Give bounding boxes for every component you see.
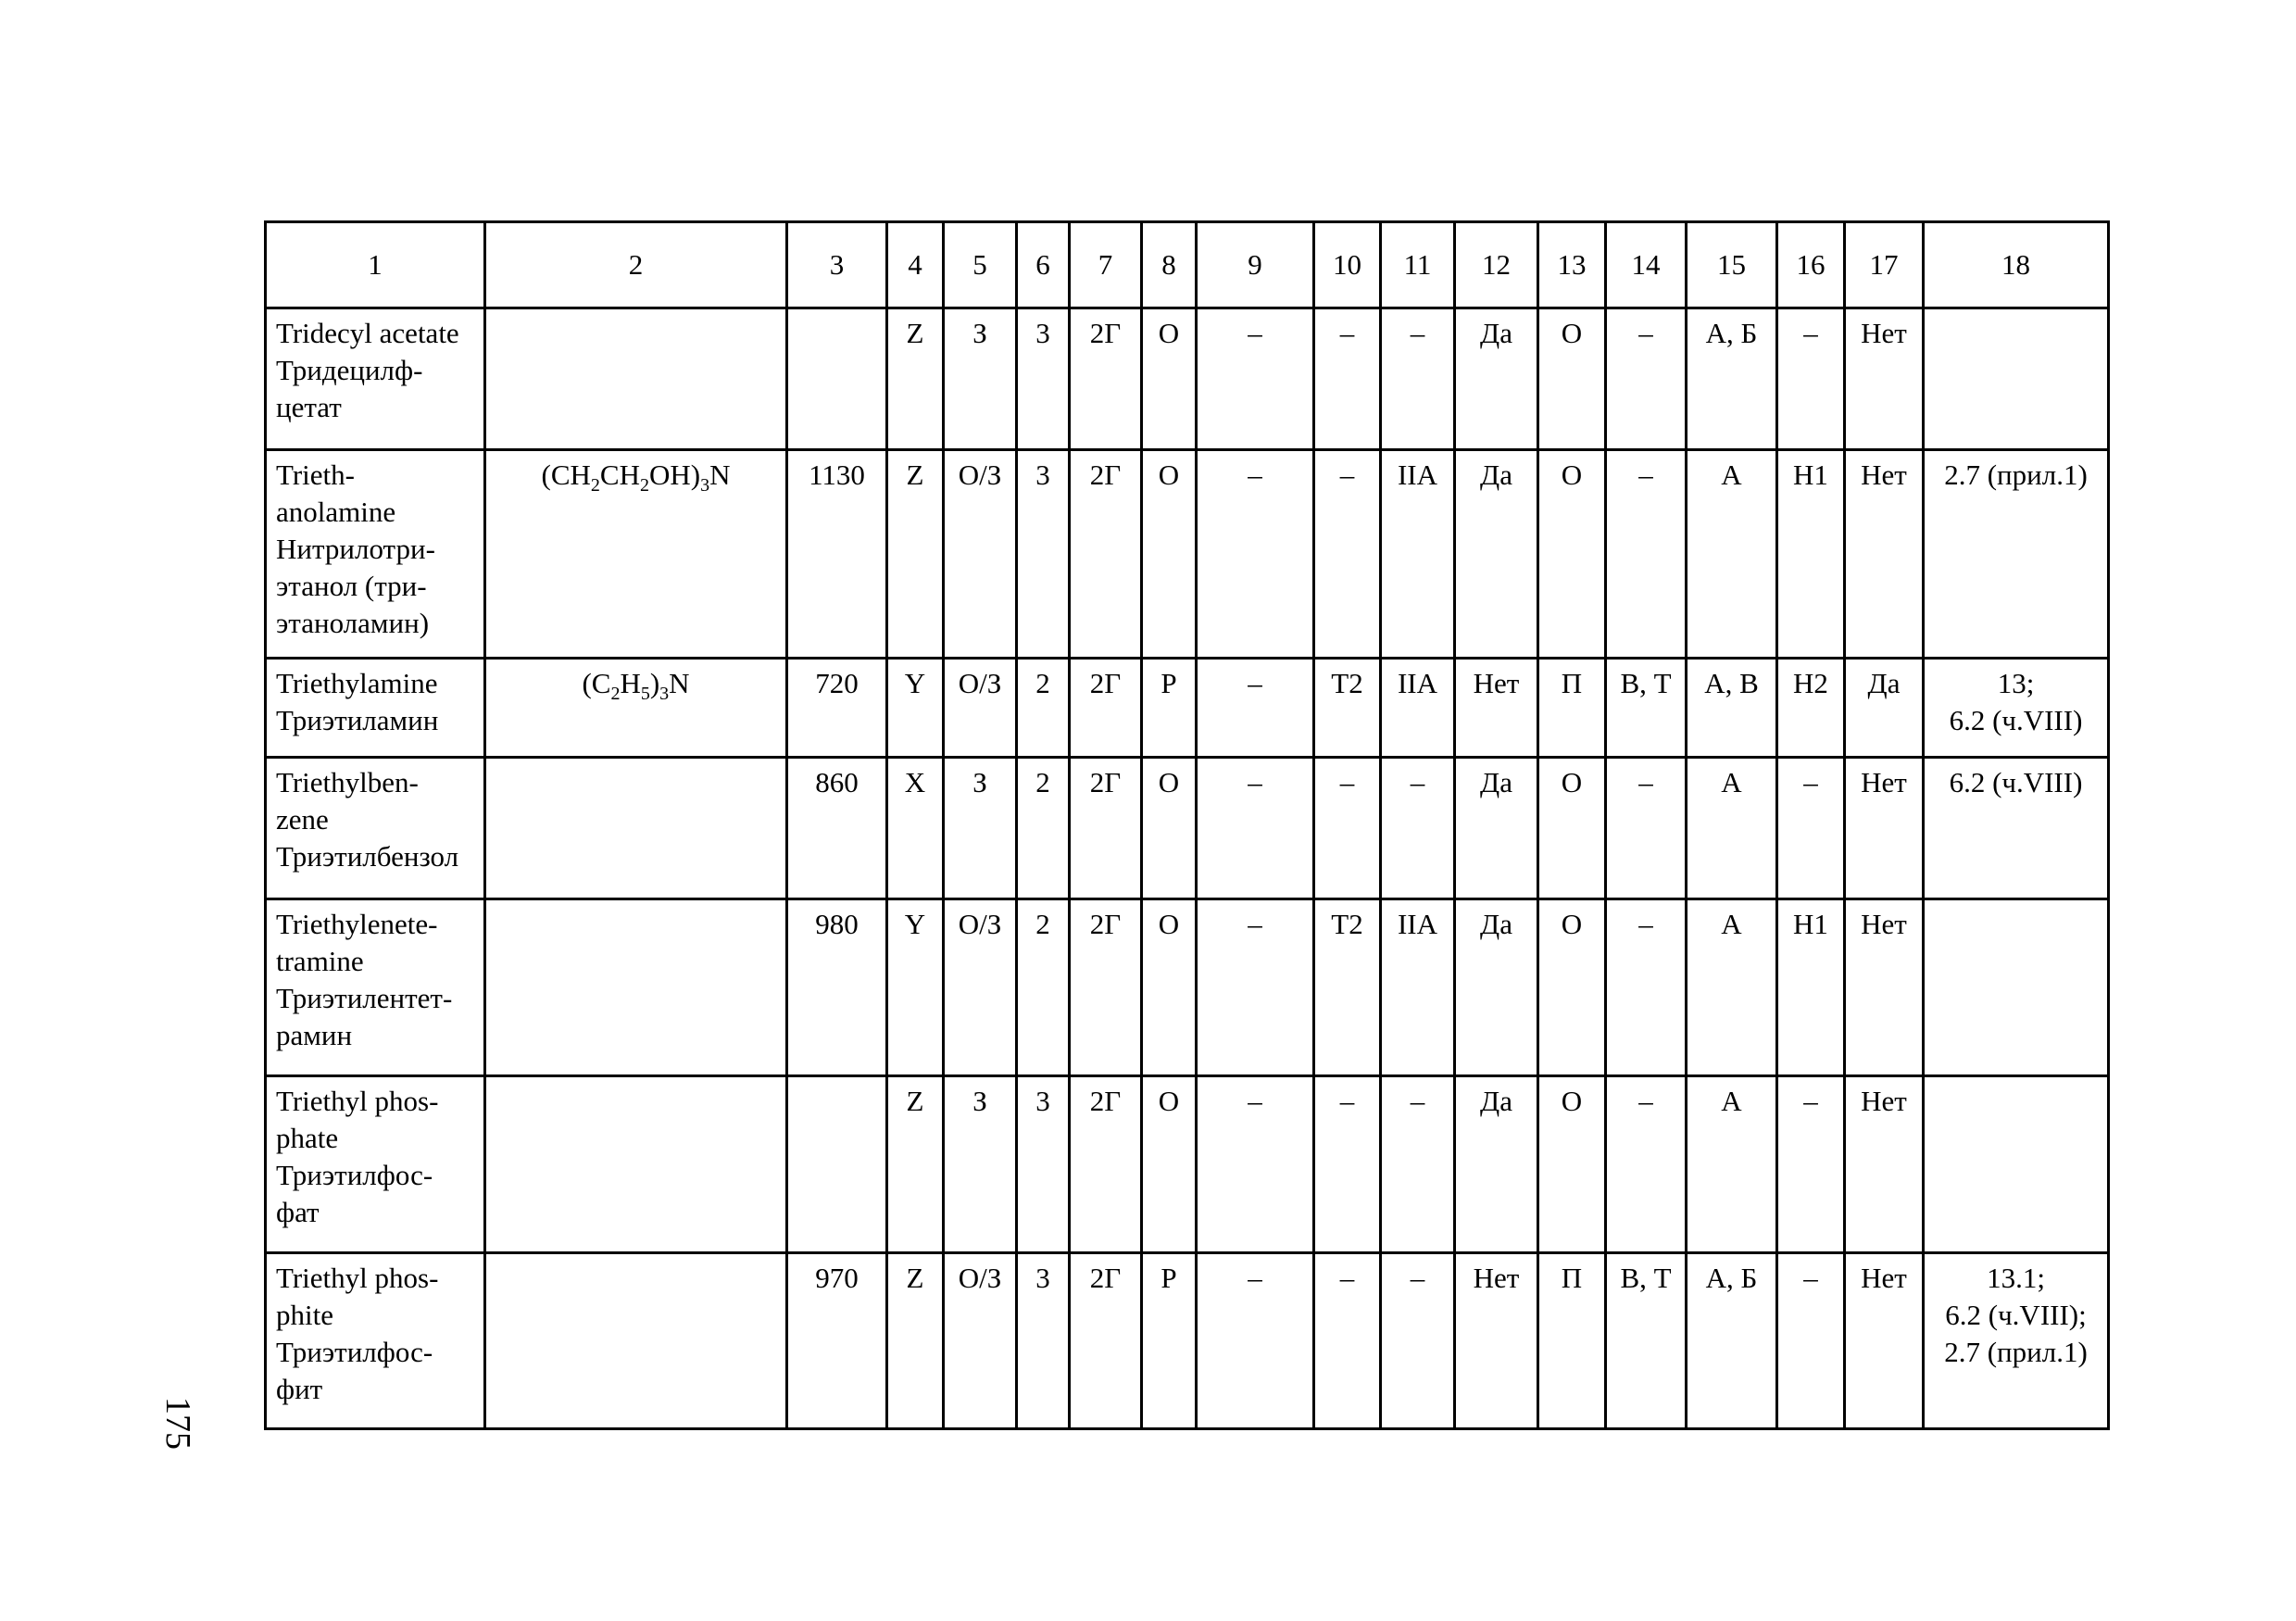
table-cell-col-3: 860	[787, 758, 887, 899]
cargo-name-russian: Нитрилотри- этанол (три- этаноламин)	[276, 533, 435, 639]
table-cell-col-12: Да	[1455, 450, 1538, 659]
column-header-18: 18	[1924, 222, 2109, 308]
table-cell-col-5: З	[944, 758, 1017, 899]
table-cell-col-7: 2Г	[1070, 758, 1142, 899]
cargo-properties-table	[264, 220, 2110, 1430]
table-cell-col-11: IIА	[1381, 659, 1455, 758]
table-cell-col-4: Z	[887, 1253, 944, 1429]
table-cell-col-13: П	[1538, 659, 1606, 758]
column-header-6: 6	[1017, 222, 1070, 308]
table-header	[266, 222, 2109, 308]
cargo-name-cell	[266, 1076, 485, 1253]
table-cell-col-8: Р	[1142, 659, 1197, 758]
cargo-name-cell	[266, 659, 485, 758]
table-cell-col-10: –	[1314, 1253, 1381, 1429]
table-cell-col-5: О/З	[944, 899, 1017, 1076]
table-cell-col-12: Да	[1455, 308, 1538, 450]
table-cell-col-16: Н1	[1777, 450, 1845, 659]
table-cell-col-8: О	[1142, 1076, 1197, 1253]
table-cell-col-17: Нет	[1845, 450, 1924, 659]
table-cell-col-3: 970	[787, 1253, 887, 1429]
table-cell-col-6: 2	[1017, 899, 1070, 1076]
table-cell-col-11: –	[1381, 308, 1455, 450]
column-header-3: 3	[787, 222, 887, 308]
cargo-table-sheet	[264, 220, 2107, 1430]
table-cell-col-8: Р	[1142, 1253, 1197, 1429]
table-cell-col-11: –	[1381, 1253, 1455, 1429]
cargo-name-cell	[266, 308, 485, 450]
table-cell-col-12: Да	[1455, 1076, 1538, 1253]
table-cell-col-17: Нет	[1845, 1076, 1924, 1253]
table-cell-col-3	[787, 1076, 887, 1253]
chemical-formula-cell	[485, 308, 787, 450]
cargo-name-russian: Триэтилфос- фит	[276, 1336, 433, 1405]
column-header-14: 14	[1606, 222, 1687, 308]
table-cell-col-9: –	[1197, 1076, 1314, 1253]
chemical-formula-cell: $(C_2H_5)_3N$	[485, 659, 787, 758]
header-row	[266, 222, 2109, 308]
table-cell-col-14: В, Т	[1606, 1253, 1687, 1429]
table-cell-col-15: А	[1687, 899, 1777, 1076]
table-cell-col-5: З	[944, 1076, 1017, 1253]
table-cell-col-9: –	[1197, 899, 1314, 1076]
column-header-7: 7	[1070, 222, 1142, 308]
column-header-12: 12	[1455, 222, 1538, 308]
table-cell-col-5: О/З	[944, 450, 1017, 659]
table-cell-col-16: –	[1777, 308, 1845, 450]
chemical-formula-cell: $(CH_2CH_2OH)_3N$	[485, 450, 787, 659]
table-cell-col-3: 1130	[787, 450, 887, 659]
table-cell-col-6: 2	[1017, 758, 1070, 899]
chemical-formula-cell	[485, 1076, 787, 1253]
table-cell-col-13: О	[1538, 450, 1606, 659]
table-cell-col-14: В, Т	[1606, 659, 1687, 758]
table-cell-col-12: Да	[1455, 899, 1538, 1076]
cargo-name-english: Triethylben- zene	[276, 766, 419, 836]
table-cell-col-6: 3	[1017, 308, 1070, 450]
cargo-name-cell	[266, 1253, 485, 1429]
table-cell-col-15: А, Б	[1687, 308, 1777, 450]
table-cell-col-9: –	[1197, 659, 1314, 758]
table-cell-col-11: –	[1381, 758, 1455, 899]
table-cell-col-12: Нет	[1455, 1253, 1538, 1429]
chemical-formula-cell	[485, 1253, 787, 1429]
column-header-1: 1	[266, 222, 485, 308]
table-row	[266, 308, 2109, 450]
cargo-name-russian: Триэтилфос- фат	[276, 1159, 433, 1228]
column-header-16: 16	[1777, 222, 1845, 308]
table-cell-col-15: А	[1687, 450, 1777, 659]
column-header-10: 10	[1314, 222, 1381, 308]
table-cell-col-4: Z	[887, 450, 944, 659]
table-cell-col-7: 2Г	[1070, 659, 1142, 758]
table-cell-col-13: О	[1538, 899, 1606, 1076]
table-cell-col-11: –	[1381, 1076, 1455, 1253]
table-cell-col-18: 13; 6.2 (ч.VIII)	[1924, 659, 2109, 758]
table-cell-col-4: X	[887, 758, 944, 899]
table-cell-col-6: 3	[1017, 1076, 1070, 1253]
table-cell-col-10: –	[1314, 308, 1381, 450]
table-cell-col-9: –	[1197, 450, 1314, 659]
table-cell-col-4: Y	[887, 899, 944, 1076]
table-cell-col-18: 2.7 (прил.1)	[1924, 450, 2109, 659]
table-cell-col-15: А	[1687, 758, 1777, 899]
table-cell-col-14: –	[1606, 1076, 1687, 1253]
table-cell-col-3	[787, 308, 887, 450]
table-row	[266, 758, 2109, 899]
page-number: 175	[158, 1397, 197, 1450]
cargo-name-english: Trieth- anolamine	[276, 459, 396, 528]
table-body	[266, 308, 2109, 1429]
chemical-formula-cell	[485, 899, 787, 1076]
column-header-5: 5	[944, 222, 1017, 308]
cargo-name-russian: Триэтилентет- рамин	[276, 982, 453, 1051]
table-row	[266, 450, 2109, 659]
table-cell-col-7: 2Г	[1070, 1253, 1142, 1429]
column-header-17: 17	[1845, 222, 1924, 308]
table-cell-col-14: –	[1606, 308, 1687, 450]
cargo-name-english: Tridecyl acetate	[276, 317, 459, 349]
table-cell-col-16: –	[1777, 758, 1845, 899]
table-cell-col-8: О	[1142, 899, 1197, 1076]
table-cell-col-16: –	[1777, 1076, 1845, 1253]
column-header-2: 2	[485, 222, 787, 308]
table-cell-col-18	[1924, 308, 2109, 450]
cargo-name-cell	[266, 758, 485, 899]
table-cell-col-18	[1924, 899, 2109, 1076]
table-cell-col-13: О	[1538, 758, 1606, 899]
table-cell-col-9: –	[1197, 758, 1314, 899]
table-cell-col-17: Нет	[1845, 758, 1924, 899]
table-cell-col-17: Нет	[1845, 1253, 1924, 1429]
table-row	[266, 1253, 2109, 1429]
table-cell-col-5: О/З	[944, 1253, 1017, 1429]
table-cell-col-12: Да	[1455, 758, 1538, 899]
table-cell-col-10: Т2	[1314, 659, 1381, 758]
table-cell-col-7: 2Г	[1070, 899, 1142, 1076]
table-cell-col-18: 13.1; 6.2 (ч.VIII); 2.7 (прил.1)	[1924, 1253, 2109, 1429]
cargo-name-english: Triethyl phos- phite	[276, 1262, 439, 1331]
table-cell-col-17: Нет	[1845, 899, 1924, 1076]
table-cell-col-11: IIА	[1381, 450, 1455, 659]
table-cell-col-3: 720	[787, 659, 887, 758]
table-cell-col-16: –	[1777, 1253, 1845, 1429]
table-cell-col-11: IIА	[1381, 899, 1455, 1076]
cargo-name-russian: Триэтилбензол	[276, 840, 459, 873]
cargo-name-cell	[266, 899, 485, 1076]
table-cell-col-10: Т2	[1314, 899, 1381, 1076]
table-cell-col-4: Y	[887, 659, 944, 758]
cargo-name-russian: Тридецилф- цетат	[276, 354, 423, 423]
table-cell-col-7: 2Г	[1070, 308, 1142, 450]
column-header-13: 13	[1538, 222, 1606, 308]
cargo-name-english: Triethylenete- tramine	[276, 908, 438, 977]
table-cell-col-6: 2	[1017, 659, 1070, 758]
cargo-name-english: Triethylamine	[276, 667, 438, 699]
column-header-4: 4	[887, 222, 944, 308]
column-header-8: 8	[1142, 222, 1197, 308]
table-cell-col-8: О	[1142, 308, 1197, 450]
table-cell-col-3: 980	[787, 899, 887, 1076]
table-cell-col-15: А	[1687, 1076, 1777, 1253]
cargo-name-cell	[266, 450, 485, 659]
table-cell-col-4: Z	[887, 308, 944, 450]
table-cell-col-10: –	[1314, 758, 1381, 899]
chemical-formula-cell	[485, 758, 787, 899]
table-cell-col-18: 6.2 (ч.VIII)	[1924, 758, 2109, 899]
table-cell-col-13: О	[1538, 308, 1606, 450]
table-cell-col-6: 3	[1017, 1253, 1070, 1429]
table-cell-col-18	[1924, 1076, 2109, 1253]
table-row	[266, 899, 2109, 1076]
table-cell-col-6: 3	[1017, 450, 1070, 659]
table-cell-col-12: Нет	[1455, 659, 1538, 758]
table-cell-col-14: –	[1606, 758, 1687, 899]
table-cell-col-15: А, Б	[1687, 1253, 1777, 1429]
table-cell-col-7: 2Г	[1070, 1076, 1142, 1253]
table-cell-col-17: Да	[1845, 659, 1924, 758]
table-cell-col-14: –	[1606, 450, 1687, 659]
column-header-15: 15	[1687, 222, 1777, 308]
table-cell-col-16: Н1	[1777, 899, 1845, 1076]
table-cell-col-13: П	[1538, 1253, 1606, 1429]
table-cell-col-9: –	[1197, 308, 1314, 450]
column-header-9: 9	[1197, 222, 1314, 308]
column-header-11: 11	[1381, 222, 1455, 308]
table-cell-col-10: –	[1314, 1076, 1381, 1253]
table-cell-col-13: О	[1538, 1076, 1606, 1253]
cargo-name-russian: Триэтиламин	[276, 704, 439, 736]
table-cell-col-15: А, В	[1687, 659, 1777, 758]
table-cell-col-17: Нет	[1845, 308, 1924, 450]
table-cell-col-5: О/З	[944, 659, 1017, 758]
cargo-name-english: Triethyl phos- phate	[276, 1085, 439, 1154]
table-row	[266, 659, 2109, 758]
table-cell-col-9: –	[1197, 1253, 1314, 1429]
table-cell-col-4: Z	[887, 1076, 944, 1253]
table-cell-col-8: О	[1142, 450, 1197, 659]
table-cell-col-7: 2Г	[1070, 450, 1142, 659]
table-cell-col-14: –	[1606, 899, 1687, 1076]
table-cell-col-8: О	[1142, 758, 1197, 899]
table-cell-col-5: З	[944, 308, 1017, 450]
table-row	[266, 1076, 2109, 1253]
table-cell-col-16: Н2	[1777, 659, 1845, 758]
table-cell-col-10: –	[1314, 450, 1381, 659]
